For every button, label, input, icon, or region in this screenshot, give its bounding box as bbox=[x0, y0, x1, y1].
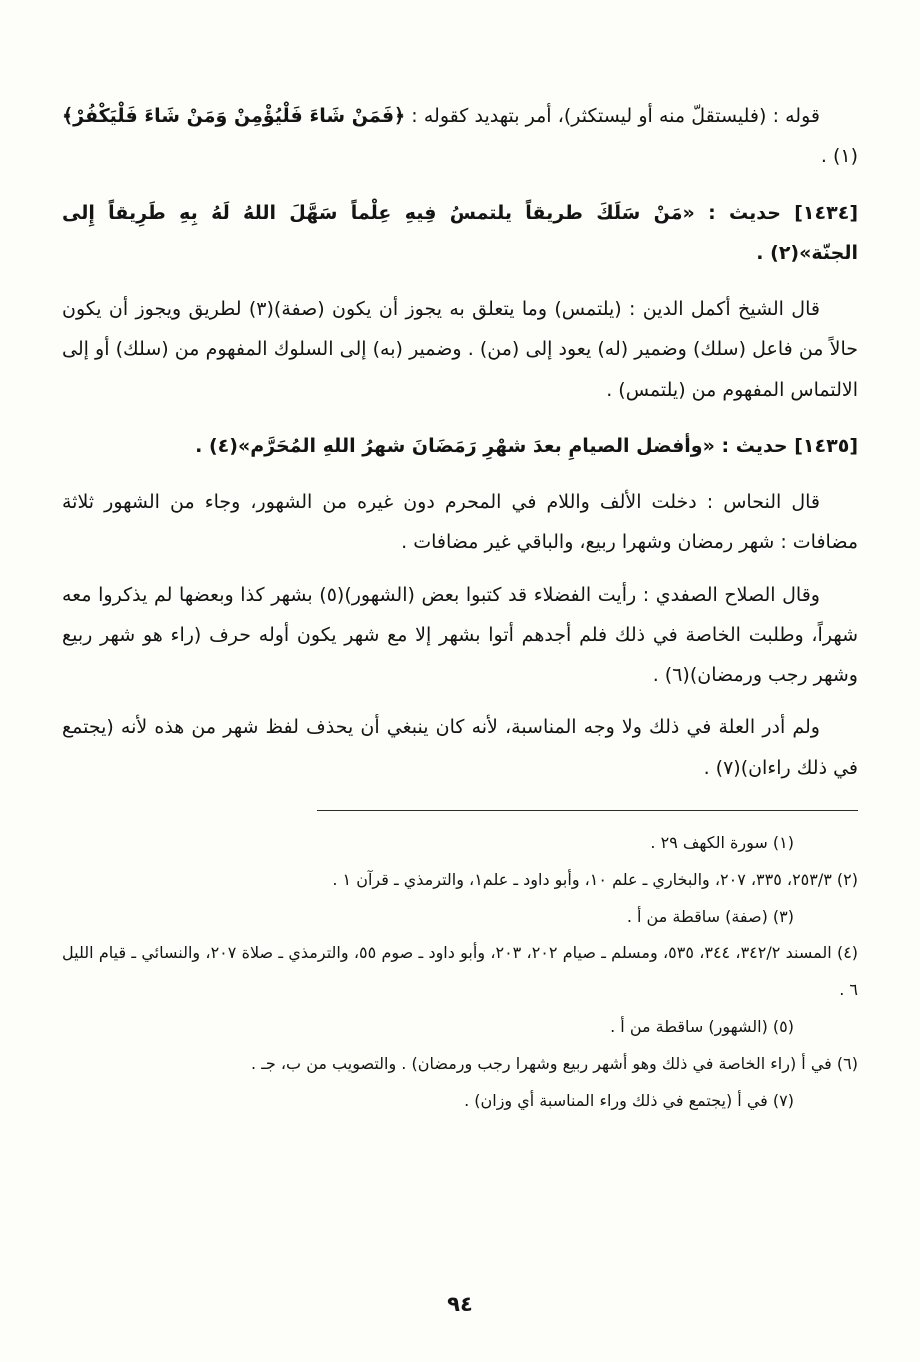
quran-verse: ﴿فَمَنْ شَاءَ فَلْيُؤْمِنْ وَمَنْ شَاءَ فَلْيَكْفُرْ﴾ bbox=[62, 105, 406, 127]
footnote-2: (٢) ٢٥٣/٣، ٣٣٥، ٢٠٧، والبخاري ـ علم ١٠، وأبو داود ـ علم١، والترمذي ـ قرآن ١ . bbox=[332, 869, 858, 889]
footnote-7: (٧) في أ (يجتمع في ذلك وراء المناسبة أي وزان) . bbox=[464, 1090, 794, 1110]
footnote-marker-1: (١) . bbox=[820, 145, 858, 168]
footnote-1: (١) سورة الكهف ٢٩ . bbox=[650, 832, 794, 852]
footnotes-block bbox=[62, 825, 858, 1119]
paragraph-commentary-3: ولم أدر العلة في ذلك ولا وجه المناسبة، لأنه كان ينبغي أن يحذف لفظ شهر من هذه لأنه (يجتمع في ذلك راءان)(٧) . bbox=[62, 716, 858, 779]
hadith-1435: [١٤٣٥] حديث : «وأفضل الصيامِ بعدَ شهْرِ رَمَضَانَ شهرُ اللهِ المُحَرَّم»(٤) . bbox=[195, 434, 858, 457]
paragraph-commentary-2: قال الشيخ أكمل الدين : (يلتمس) وما يتعلق به يجوز أن يكون (صفة)(٣) لطريق ويجوز أن يكون حالاً من فاعل (سلك) وضمير (له) يعود إلى (من) . وضمير (به) إلى السلوك المفهوم من (سلك) أو إلى الالتماس المفهوم من (يلتمس) . bbox=[62, 298, 858, 401]
hadith-1434: [١٤٣٤] حديث : «مَنْ سَلَكَ طريقاً يلتمسُ فِيهِ عِلْماً سَهَّلَ اللهُ لَهُ بِهِ طَرِيقاً إِلى الجنّة»(٢) . bbox=[62, 201, 858, 264]
footnote-5: (٥) (الشهور) ساقطة من أ . bbox=[610, 1016, 794, 1036]
footnote-separator bbox=[317, 810, 858, 811]
paragraph-commentary-1 bbox=[62, 96, 858, 177]
paragraph-safadi-quote: وقال الصلاح الصفدي : رأيت الفضلاء قد كتبوا بعض (الشهور)(٥) بشهر كذا وبعضها لم يذكروا معه شهراً، وطلبت الخاصة في ذلك فلم أجدهم أتوا بشهر إلا مع شهر يكون أوله حرف (راء هو شهر ربيع وشهر رجب ورمضان)(٦) . bbox=[62, 583, 858, 687]
footnote-4: (٤) المسند ٣٤٢/٢، ٣٤٤، ٥٣٥، ومسلم ـ صيام ٢٠٢، ٢٠٣، وأبو داود ـ صوم ٥٥، والترمذي ـ صلاة ٢٠٧، والنسائي ـ قيام الليل ٦ . bbox=[62, 943, 859, 1000]
paragraph-nahhas-quote: قال النحاس : دخلت الألف واللام في المحرم دون غيره من الشهور، وجاء من الشهور ثلاثة مضافات : شهر رمضان وشهرا ربيع، والباقي غير مضافات . bbox=[62, 491, 858, 554]
footnote-3: (٣) (صفة) ساقطة من أ . bbox=[626, 906, 794, 926]
paragraph-lead-text: قوله : (فليستقلّ منه أو ليستكثر)، أمر بتهديد كقوله : bbox=[405, 105, 820, 127]
main-text-block bbox=[62, 96, 858, 788]
footnote-6: (٦) في أ (راء الخاصة في ذلك وهو أشهر ربيع وشهرا رجب ورمضان) . والتصويب من ب، جـ . bbox=[251, 1053, 858, 1073]
page-number: ٩٤ bbox=[447, 1292, 473, 1316]
